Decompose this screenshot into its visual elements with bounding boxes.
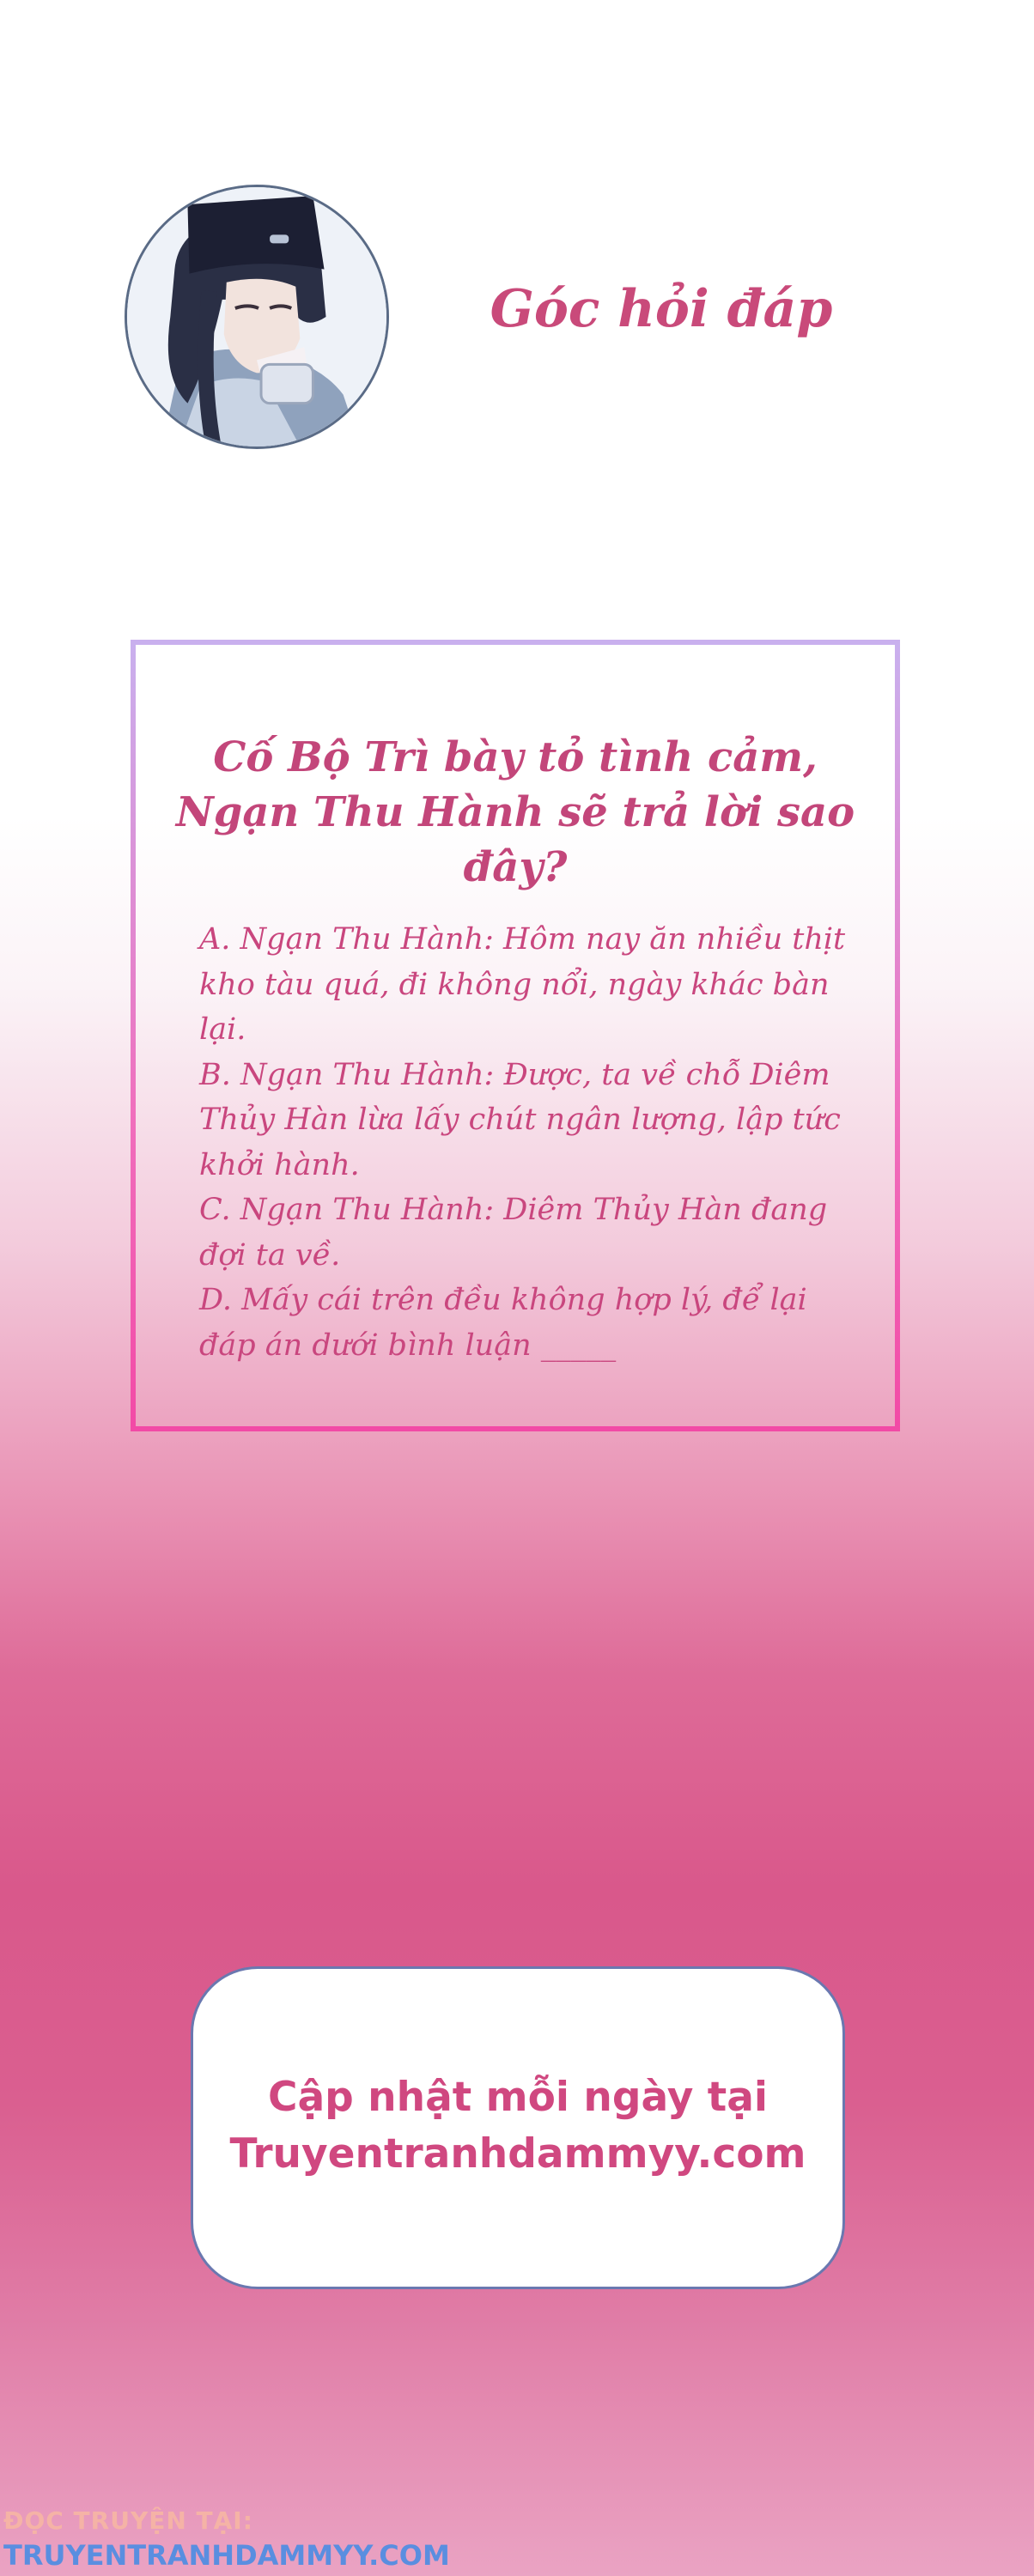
quiz-answer-b: B. Ngạn Thu Hành: Được, ta về chỗ Diêm Thủy Hàn lừa lấy chút ngân lượng, lập tức khởi hành.: [199, 1057, 841, 1182]
update-card-site-link[interactable]: Truyentranhdammyy.com: [229, 2130, 806, 2178]
quiz-answer-list: [199, 917, 852, 1368]
quiz-question: Cố Bộ Trì bày tỏ tình cảm, Ngạn Thu Hành sẽ trả lời sao đây?: [175, 733, 855, 891]
watermark-label: ĐỌC TRUYỆN TẠI:: [3, 2506, 253, 2535]
update-card-text: [191, 2069, 845, 2183]
character-avatar-icon: [125, 185, 389, 449]
update-card-line1: Cập nhật mỗi ngày tại: [267, 2074, 769, 2121]
quiz-answer-d: D. Mấy cái trên đều không hợp lý, để lại đáp án dưới bình luận _____: [199, 1283, 807, 1363]
quiz-answer-a: A. Ngạn Thu Hành: Hôm nay ăn nhiều thịt kho tàu quá, đi không nổi, ngày khác bàn lại.: [199, 922, 846, 1047]
watermark-site[interactable]: TRUYENTRANHDAMMYY.COM: [3, 2539, 450, 2572]
section-title: Góc hỏi đáp: [490, 279, 833, 339]
quiz-answer-c: C. Ngạn Thu Hành: Diêm Thủy Hàn đang đợi ta về.: [199, 1193, 828, 1273]
